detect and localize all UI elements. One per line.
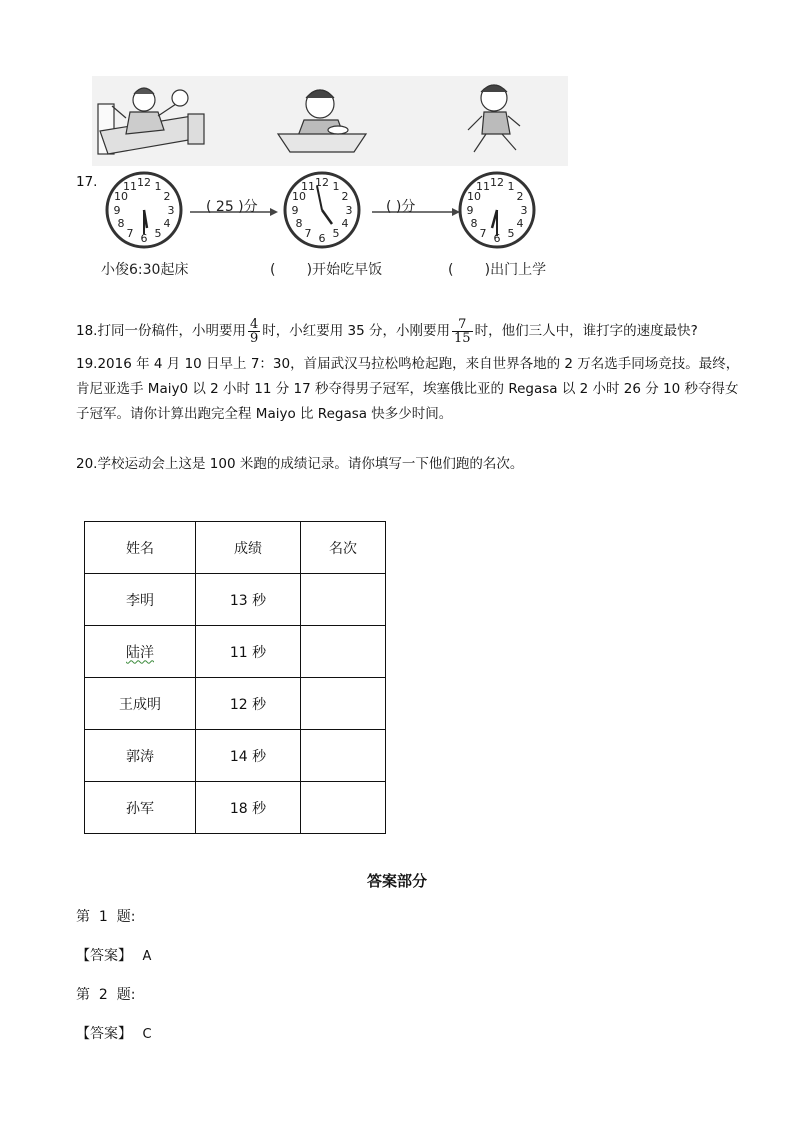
svg-text:7: 7	[479, 227, 487, 240]
answer-2-question: 第 2 题:	[76, 987, 136, 1003]
table-row	[85, 678, 386, 730]
answers-heading: 答案部分	[366, 872, 427, 890]
question-18-number: 18.	[76, 323, 98, 339]
svg-text:3: 3	[520, 204, 528, 217]
svg-text:1: 1	[154, 180, 162, 193]
question-18-text-b: 时，小红要用 35 分，小刚要用	[262, 323, 451, 339]
answer-label: 【答案】	[76, 948, 132, 964]
svg-text:1: 1	[332, 180, 340, 193]
fraction-denominator: 15	[454, 330, 471, 346]
cell-score: 13 秒	[196, 574, 301, 626]
svg-text:12: 12	[315, 176, 329, 189]
answer-value: C	[142, 1027, 152, 1042]
svg-text:4: 4	[516, 217, 524, 230]
svg-text:3: 3	[345, 204, 353, 217]
svg-text:5: 5	[332, 227, 340, 240]
table-header-row	[85, 522, 386, 574]
svg-text:4: 4	[341, 217, 349, 230]
question-19-line-2: 肯尼亚选手 Maiy0 以 2 小时 11 分 17 秒夺得男子冠军，埃塞俄比亚的 Regasa 以 2 小时 26 分 10 秒夺得女	[76, 381, 739, 397]
header-score: 成绩	[196, 522, 301, 574]
cell-name: 李明	[85, 574, 196, 626]
svg-text:8: 8	[295, 217, 303, 230]
clock-630	[107, 173, 181, 247]
svg-text:4: 4	[163, 217, 171, 230]
name-text: 陆洋	[126, 644, 154, 661]
answer-value: A	[142, 949, 152, 964]
svg-text:6: 6	[140, 232, 148, 245]
svg-text:1: 1	[507, 180, 515, 193]
clock-leave	[460, 173, 534, 247]
table-row	[85, 782, 386, 834]
cell-score: 14 秒	[196, 730, 301, 782]
question-20: 20.学校运动会上这是 100 米跑的成绩记录。请你填写一下他们跑的名次。	[76, 456, 524, 472]
cell-rank[interactable]	[301, 678, 386, 730]
answer-label: 【答案】	[76, 1026, 132, 1042]
caption-leave: ( )出门上学	[448, 262, 547, 278]
q17-illustration	[92, 76, 572, 286]
fraction-denominator: 9	[249, 330, 259, 346]
cell-rank[interactable]	[301, 782, 386, 834]
answer-2	[76, 1024, 152, 1045]
answer-1	[76, 946, 151, 967]
cell-score: 11 秒	[196, 626, 301, 678]
svg-text:9: 9	[113, 204, 121, 217]
cell-name: 孙军	[85, 782, 196, 834]
svg-text:10: 10	[114, 190, 128, 203]
table-row	[85, 626, 386, 678]
svg-text:3: 3	[167, 204, 175, 217]
fraction-numerator: 7	[458, 316, 467, 332]
question-18-text-a: 打同一份稿件，小明要用	[97, 323, 246, 339]
svg-text:12: 12	[137, 176, 151, 189]
svg-text:11: 11	[476, 180, 490, 193]
fraction-4-9	[248, 318, 260, 345]
cell-rank[interactable]	[301, 626, 386, 678]
svg-text:9: 9	[466, 204, 474, 217]
svg-text:6: 6	[493, 232, 501, 245]
clock-breakfast	[285, 173, 359, 247]
svg-text:12: 12	[490, 176, 504, 189]
q17-figure	[92, 76, 572, 286]
svg-text:9: 9	[291, 204, 299, 217]
svg-text:5: 5	[507, 227, 515, 240]
table-row	[85, 574, 386, 626]
question-19-line-1: 19.2016 年 4 月 10 日早上 7：30，首届武汉马拉松鸣枪起跑，来自世界各地的 2 万名选手同场竞技。最终，	[76, 356, 740, 372]
arrow-2-label: ( )分	[386, 199, 416, 215]
caption-wake: 小俊6:30起床	[101, 262, 189, 278]
answer-1-question: 第 1 题:	[76, 909, 136, 925]
svg-text:10: 10	[467, 190, 481, 203]
svg-text:2: 2	[516, 190, 524, 203]
score-table	[84, 521, 386, 834]
cell-name	[85, 626, 196, 678]
svg-text:6: 6	[318, 232, 326, 245]
table-row	[85, 730, 386, 782]
cell-score: 12 秒	[196, 678, 301, 730]
question-18	[76, 314, 698, 348]
svg-text:8: 8	[470, 217, 478, 230]
question-18-text-c: 时，他们三人中，谁打字的速度最快?	[474, 323, 698, 339]
svg-text:11: 11	[123, 180, 137, 193]
fraction-7-15	[452, 318, 473, 345]
svg-text:11: 11	[301, 180, 315, 193]
svg-text:8: 8	[117, 217, 125, 230]
question-17-number: 17.	[76, 174, 98, 190]
question-19-line-3: 子冠军。请你计算出跑完全程 Maiyo 比 Regasa 快多少时间。	[76, 406, 453, 422]
svg-text:7: 7	[126, 227, 134, 240]
cell-rank[interactable]	[301, 730, 386, 782]
svg-text:7: 7	[304, 227, 312, 240]
header-rank: 名次	[301, 522, 386, 574]
caption-breakfast: ( )开始吃早饭	[270, 262, 383, 278]
fraction-numerator: 4	[249, 316, 259, 332]
header-name: 姓名	[85, 522, 196, 574]
svg-text:5: 5	[154, 227, 162, 240]
svg-text:2: 2	[163, 190, 171, 203]
cell-rank[interactable]	[301, 574, 386, 626]
svg-text:2: 2	[341, 190, 349, 203]
cell-name: 郭涛	[85, 730, 196, 782]
arrow-1-head	[270, 208, 278, 216]
svg-text:10: 10	[292, 190, 306, 203]
cell-score: 18 秒	[196, 782, 301, 834]
arrow-1-label: ( 25 )分	[206, 199, 258, 215]
cell-name: 王成明	[85, 678, 196, 730]
